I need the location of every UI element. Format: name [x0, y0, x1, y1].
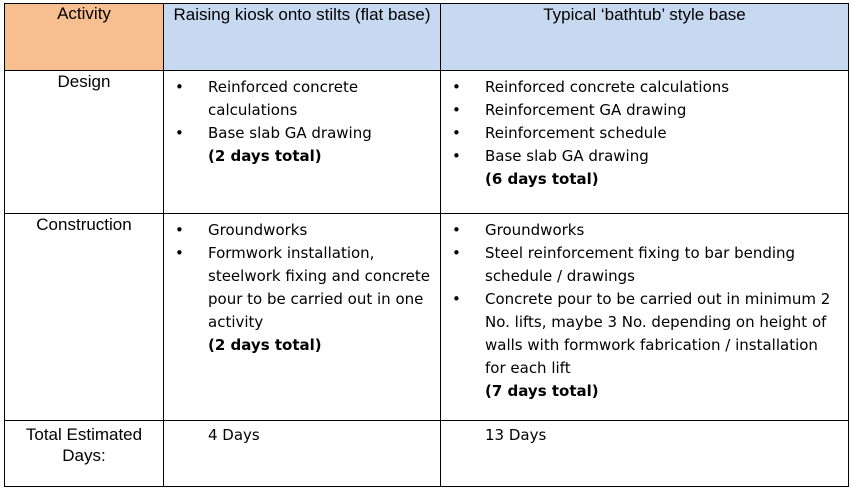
- total-flat-base-days: 4 Days: [208, 426, 260, 444]
- bullet-icon: •: [175, 78, 184, 96]
- list-item: • Formwork installation, steelwork fixing and concrete pour to be carried out in one activity: [175, 244, 431, 331]
- bullet-list: [441, 71, 848, 168]
- header-activity: Activity: [5, 4, 164, 71]
- bullet-icon: •: [175, 244, 184, 262]
- design-flat-base-total: (2 days total): [208, 147, 322, 165]
- table-row-construction: [5, 214, 849, 421]
- bullet-icon: •: [452, 290, 461, 308]
- design-flat-base-cell: [164, 71, 441, 214]
- total-flat-base-cell: [164, 421, 441, 487]
- bullet-list: [441, 214, 848, 380]
- bullet-icon: •: [452, 244, 461, 262]
- table-row-total: [5, 421, 849, 487]
- design-bathtub-cell: [441, 71, 849, 214]
- header-row: [5, 4, 849, 71]
- construction-bathtub-total: (7 days total): [485, 382, 599, 400]
- construction-flat-base-total: (2 days total): [208, 336, 322, 354]
- construction-flat-base-cell: [164, 214, 441, 421]
- activity-label-design: Design: [5, 71, 164, 214]
- header-flat-base: Raising kiosk onto stilts (flat base): [164, 4, 441, 71]
- bullet-icon: •: [175, 124, 184, 142]
- total-estimated-days-label: Total Estimated Days:: [5, 421, 164, 487]
- list-item: • Groundworks: [441, 219, 848, 242]
- list-item: • Groundworks: [164, 219, 440, 242]
- construction-bathtub-cell: [441, 214, 849, 421]
- list-item: • Base slab GA drawing: [164, 122, 440, 145]
- list-item: • Concrete pour to be carried out in minimum 2 No. lifts, maybe 3 No. depending on height of walls with formwork fabrication / installation for each lift: [452, 290, 831, 377]
- comparison-table: [4, 3, 849, 487]
- total-bathtub-days: 13 Days: [485, 426, 547, 444]
- list-item: • Reinforcement schedule: [441, 122, 848, 145]
- bullet-icon: •: [452, 78, 461, 96]
- activity-label-construction: Construction: [5, 214, 164, 421]
- design-bathtub-total: (6 days total): [485, 170, 599, 188]
- total-bathtub-cell: [441, 421, 849, 487]
- bullet-icon: •: [175, 221, 184, 239]
- table-row-design: [5, 71, 849, 214]
- list-item: • Reinforcement GA drawing: [441, 99, 848, 122]
- header-bathtub-base: Typical ‘bathtub’ style base: [441, 4, 849, 71]
- list-item: • Steel reinforcement fixing to bar bending schedule / drawings: [452, 244, 796, 285]
- bullet-list: [164, 214, 440, 334]
- list-item: • Reinforced concrete calculations: [175, 78, 359, 119]
- list-item: • Reinforced concrete calculations: [441, 76, 848, 99]
- bullet-list: [164, 71, 440, 145]
- bullet-icon: •: [452, 124, 461, 142]
- bullet-icon: •: [452, 147, 461, 165]
- bullet-icon: •: [452, 221, 461, 239]
- list-item: • Base slab GA drawing: [441, 145, 848, 168]
- bullet-icon: •: [452, 101, 461, 119]
